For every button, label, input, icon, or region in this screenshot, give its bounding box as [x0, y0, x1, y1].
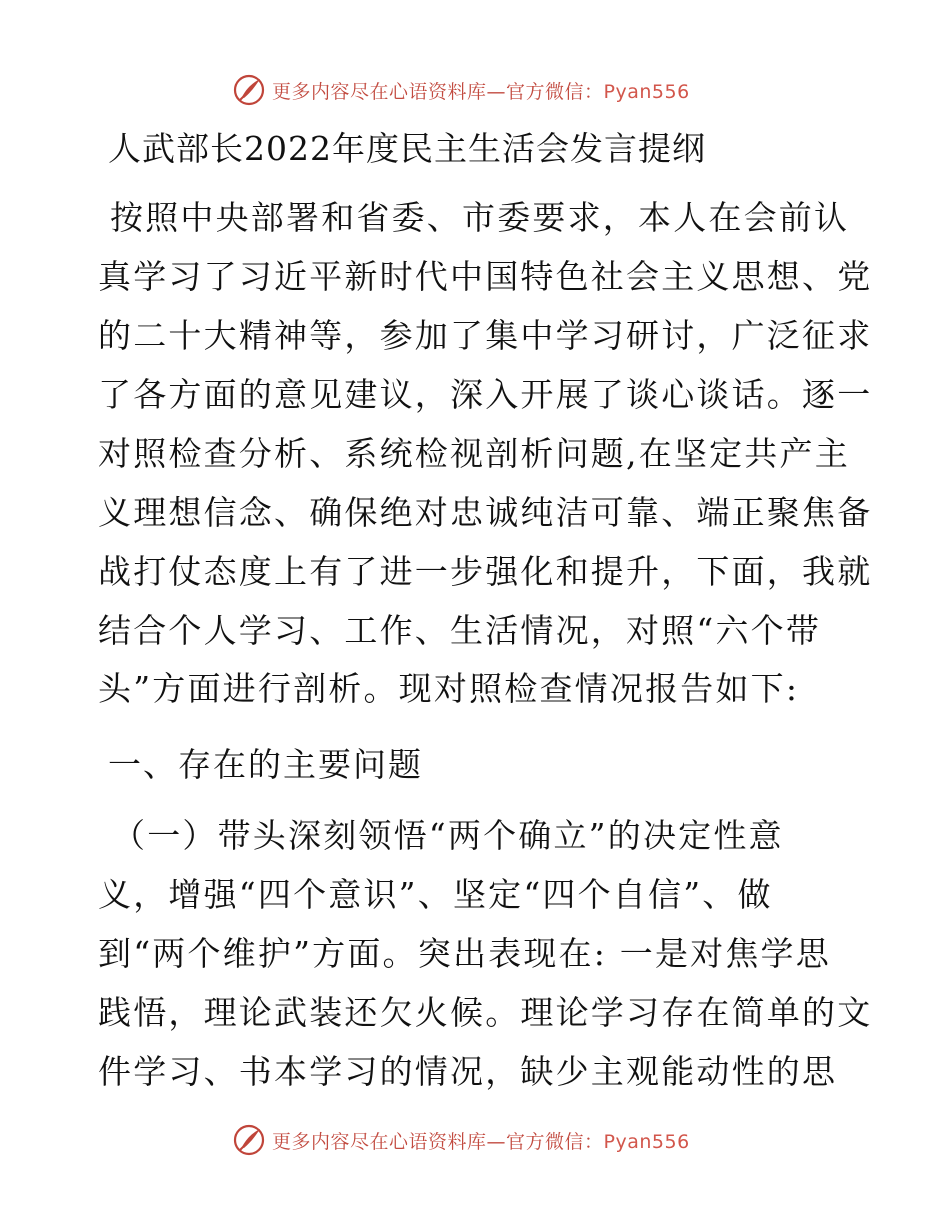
- section-heading: 一、存在的主要问题: [108, 745, 423, 784]
- sub-line-1: （一）带头深刻领悟“两个确立”的决定性意: [112, 816, 784, 855]
- intro-line-4: 了各方面的意见建议，深入开展了谈心谈话。逐一: [98, 375, 873, 414]
- watermark-separator: —: [486, 80, 507, 103]
- intro-line-5: 对照检查分析、系统检视剖析问题,在坚定共产主: [98, 434, 850, 473]
- quill-pen-logo-icon: [232, 1123, 266, 1157]
- watermark-separator: —: [486, 1130, 507, 1153]
- quill-pen-logo-icon: [232, 73, 266, 107]
- sub-line-5: 件学习、书本学习的情况，缺少主观能动性的思: [98, 1052, 838, 1091]
- header-watermark: [232, 73, 690, 107]
- watermark-wechat-id: Pyan556: [603, 1130, 690, 1153]
- watermark-wechat-label: 官方微信：: [506, 1130, 604, 1153]
- intro-line-6: 义理想信念、确保绝对忠诚纯洁可靠、端正聚焦备: [98, 493, 873, 532]
- intro-line-8: 结合个人学习、工作、生活情况，对照“六个带: [98, 611, 822, 650]
- watermark-text: [272, 1127, 690, 1154]
- sub-line-2: 义，增强“四个意识”、坚定“四个自信”、做: [98, 875, 773, 914]
- sub-line-4: 践悟，理论武装还欠火候。理论学习存在简单的文: [98, 993, 873, 1032]
- intro-line-7: 战打仗态度上有了进一步强化和提升，下面，我就: [98, 552, 873, 591]
- intro-line-9: 头”方面进行剖析。现对照检查情况报告如下:: [98, 669, 800, 708]
- footer-watermark: [232, 1123, 690, 1157]
- watermark-main-text: 更多内容尽在心语资料库: [272, 80, 487, 103]
- document-title: 人武部长2022年度民主生活会发言提纲: [108, 129, 706, 168]
- watermark-wechat-id: Pyan556: [603, 80, 690, 103]
- watermark-main-text: 更多内容尽在心语资料库: [272, 1130, 487, 1153]
- sub-line-3: 到“两个维护”方面。突出表现在: 一是对焦学思: [98, 934, 831, 973]
- watermark-text: [272, 77, 690, 104]
- watermark-wechat-label: 官方微信：: [506, 80, 604, 103]
- intro-line-1: 按照中央部署和省委、市委要求，本人在会前认: [110, 198, 850, 237]
- intro-line-2: 真学习了习近平新时代中国特色社会主义思想、党: [98, 257, 873, 296]
- intro-line-3: 的二十大精神等，参加了集中学习研讨，广泛征求: [98, 316, 873, 355]
